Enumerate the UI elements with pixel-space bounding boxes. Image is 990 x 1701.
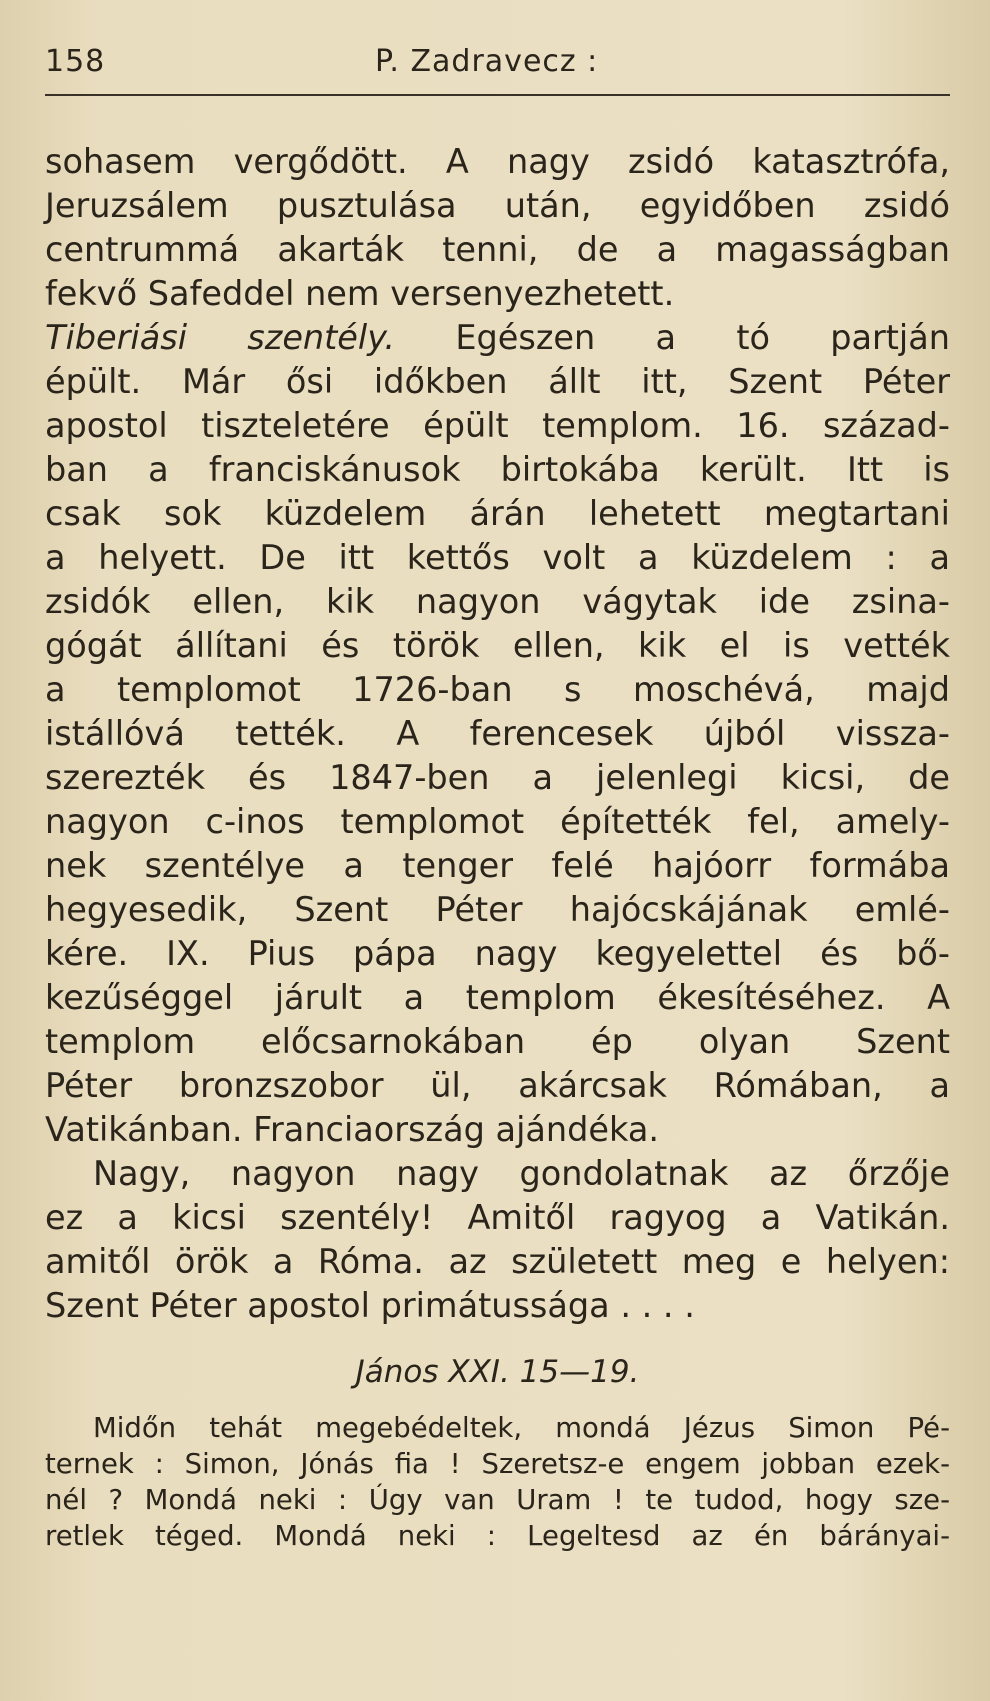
text-line: ez a kicsi szentély! Amitől ragyog a Vatikán. <box>45 1198 950 1237</box>
text-line: kezűséggel járult a templom ékesítéséhez. A <box>45 978 950 1017</box>
text-line: fekvő Safeddel nem versenyezhetett. <box>45 274 675 313</box>
text-line: apostol tiszteletére épült templom. 16. század- <box>45 406 950 445</box>
text-line: ternek : Simon, Jónás fia ! Szeretsz-e engem jobban ezek- <box>45 1448 950 1480</box>
text-line: szerezték és 1847-ben a jelenlegi kicsi, de <box>45 758 950 797</box>
text-line: Jeruzsálem pusztulása után, egyidőben zsidó <box>45 186 950 225</box>
text-line: épült. Már ősi időkben állt itt, Szent Péter <box>45 362 950 401</box>
text-line: nél ? Mondá neki : Úgy van Uram ! te tudod, hogy sze- <box>45 1484 950 1516</box>
paragraph-tiberias <box>45 316 950 1152</box>
text-line: retlek téged. Mondá neki : Legeltesd az én bárányai- <box>45 1520 950 1552</box>
text-line: nek szentélye a tenger felé hajóorr formába <box>45 846 950 885</box>
page-header <box>45 38 950 96</box>
text-line: Midőn tehát megebédeltek, mondá Jézus Simon Pé- <box>93 1412 950 1444</box>
text-line: sohasem vergődött. A nagy zsidó katasztrófa, <box>45 142 950 181</box>
paragraph-reflection <box>45 1152 950 1328</box>
text-line: kére. IX. Pius pápa nagy kegyelettel és bő- <box>45 934 950 973</box>
text-line: gógát állítani és török ellen, kik el is vették <box>45 626 950 665</box>
text-line: a templomot 1726-ban s moschévá, majd <box>45 670 950 709</box>
text-line: centrummá akarták tenni, de a magasságban <box>45 230 950 269</box>
text-line: a helyett. De itt kettős volt a küzdelem : a <box>45 538 950 577</box>
text-line: Vatikánban. Franciaország ajándéka. <box>45 1110 660 1149</box>
scripture-passage <box>45 1410 950 1554</box>
page-number: 158 <box>45 44 106 79</box>
text-line: hegyesedik, Szent Péter hajócskájának emlé- <box>45 890 950 929</box>
text-line: nagyon c-inos templomot építették fel, amely- <box>45 802 950 841</box>
running-head: P. Zadravecz : <box>375 44 599 79</box>
scripture-citation: János XXI. 15—19. <box>355 1354 640 1390</box>
text-line: zsidók ellen, kik nagyon vágytak ide zsina- <box>45 582 950 621</box>
section-title: Tiberiási szentély. <box>45 318 396 357</box>
text-line: istállóvá tették. A ferencesek újból vissza- <box>45 714 950 753</box>
text-line: Szent Péter apostol primátussága . . . . <box>45 1286 695 1325</box>
text-line: csak sok küzdelem árán lehetett megtartani <box>45 494 950 533</box>
text-line <box>45 316 950 360</box>
text-line: ban a franciskánusok birtokába került. Itt is <box>45 450 950 489</box>
title-line-rest: Egészen a tó partján <box>395 318 950 357</box>
text-line: templom előcsarnokában ép olyan Szent <box>45 1022 950 1061</box>
text-line: Nagy, nagyon nagy gondolatnak az őrzője <box>93 1154 950 1193</box>
text-line: amitől örök a Róma. az született meg e helyen: <box>45 1242 950 1281</box>
text-line: Péter bronzszobor ül, akárcsak Rómában, a <box>45 1066 950 1105</box>
page-body <box>45 140 950 1554</box>
paragraph-safed <box>45 140 950 316</box>
